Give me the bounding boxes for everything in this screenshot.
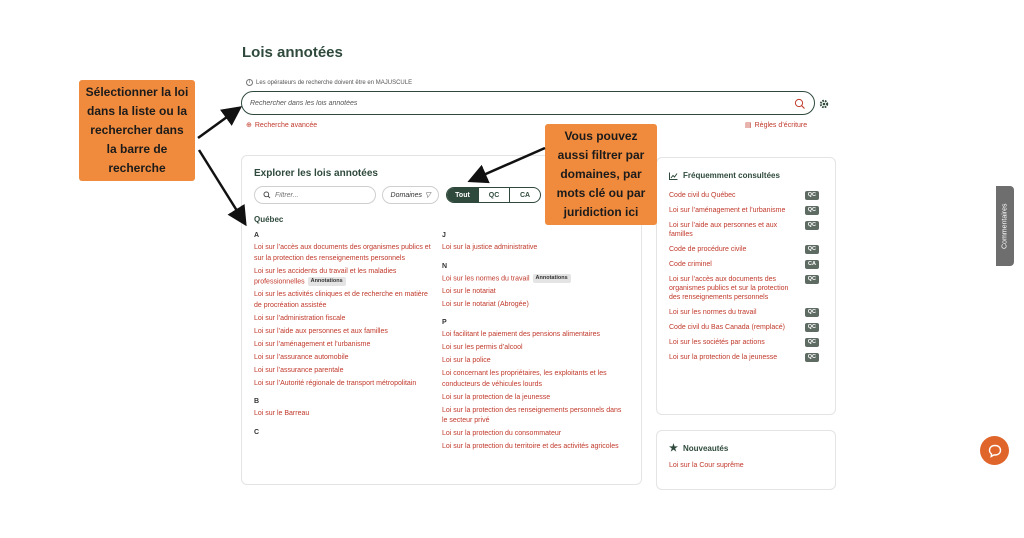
law-link[interactable] [442,243,622,254]
domains-label: Domaines [390,191,423,199]
law-link[interactable] [254,409,434,420]
letter-heading: P [442,319,447,327]
writing-rules-label: Règles d’écriture [754,121,808,129]
law-name: Loi sur la protection de la jeunesse [442,393,551,401]
search-icon [263,191,271,199]
new-item[interactable]: Loi sur la Cour suprême [669,462,744,469]
advanced-search-label: Recherche avancée [254,121,318,129]
new-card [656,430,836,490]
law-link[interactable] [254,379,434,390]
frequent-item-name: Loi sur les normes du travail [669,309,757,316]
frequent-item[interactable] [669,221,819,239]
letter-heading: B [254,398,260,406]
law-name: Loi sur l’aide aux personnes et aux familles [254,327,388,335]
jurisdiction-badge: QC [805,308,819,317]
frequent-item[interactable] [669,191,819,200]
frequent-item-name: Loi sur la protection de la jeunesse [669,354,778,361]
law-link[interactable] [442,343,622,354]
search-hint [246,79,412,86]
frequent-item[interactable] [669,275,819,302]
filter-input[interactable] [275,192,365,199]
laws-column-left [254,232,434,440]
filter-funnel-icon: ▽ [425,192,431,199]
law-name: Loi sur les accidents du travail et les maladies professionnelles [254,267,397,286]
frequent-item-name: Code de procédure civile [669,246,747,253]
law-name: Loi sur l’Autorité régionale de transport métropolitain [254,379,417,387]
arrow-to-search [198,109,238,138]
frequent-item[interactable] [669,260,819,269]
laws-column-right [442,232,622,455]
writing-rules-link[interactable] [745,121,807,129]
jurisdiction-badge: QC [805,206,819,215]
feedback-tab[interactable] [996,186,1014,266]
law-name: Loi sur les permis d’alcool [442,344,523,352]
law-name: Loi sur la police [442,357,491,365]
law-name: Loi sur l’assurance automobile [254,353,349,361]
frequent-title-text: Fréquemment consultées [683,171,780,180]
frequent-title [669,171,780,180]
search-icon[interactable] [794,97,806,109]
law-name: Loi sur les normes du travail [442,274,530,282]
law-name: Loi sur l’aménagement et l’urbanisme [254,340,371,348]
law-name: Loi concernant les propriétaires, les exploitants et les conducteurs de véhicules lourds [442,370,607,388]
law-link[interactable] [442,330,622,341]
law-link[interactable] [254,267,434,288]
law-link[interactable] [254,243,434,264]
search-bar[interactable] [241,91,815,115]
jurisdiction-badge: QC [805,323,819,332]
new-title-text: Nouveautés [682,444,729,453]
annotations-tag: Annotations [533,274,571,283]
advanced-search-link[interactable] [246,121,317,129]
frequent-item-name: Code civil du Bas Canada (remplacé) [669,324,785,331]
jurisdiction-qc[interactable]: QC [478,188,509,202]
jurisdiction-ca[interactable]: CA [509,188,540,202]
law-link[interactable] [254,314,434,325]
frequent-item[interactable] [669,245,819,254]
letter-heading: A [254,232,260,239]
gear-icon[interactable] [819,99,829,109]
frequent-item[interactable] [669,353,819,362]
frequent-item[interactable] [669,323,819,332]
jurisdiction-badge: QC [805,275,819,284]
law-name: Loi sur l’assurance parentale [254,366,344,374]
frequent-item-name: Code criminel [669,261,712,268]
frequent-item-name: Loi sur les sociétés par actions [669,339,765,346]
jurisdiction-toggle [446,187,541,203]
chat-bubble-icon [988,444,1002,458]
region-heading: Québec [254,215,284,224]
explore-title: Explorer les lois annotées [254,168,378,179]
law-name: Loi sur l’accès aux documents des organismes publics et sur la protection des renseignements personnels [254,244,431,262]
law-link[interactable] [254,366,434,377]
law-link[interactable] [442,300,622,311]
law-name: Loi facilitant le paiement des pensions alimentaires [442,331,600,339]
frequent-list [669,191,819,368]
frequent-item-name: Code civil du Québec [669,192,736,199]
law-name: Loi sur la protection du consommateur [442,430,562,438]
filter-field[interactable] [254,186,376,204]
law-link[interactable] [442,274,622,285]
search-hint-text: Les opérateurs de recherche doivent être en MAJUSCULE [256,79,413,86]
law-name: Loi sur le Barreau [254,410,310,418]
frequent-item-name: Loi sur l’aménagement et l’urbanisme [669,207,786,214]
law-name: Loi sur la protection des renseignements personnels dans le secteur privé [442,406,622,425]
law-link[interactable] [254,290,434,311]
domains-dropdown[interactable] [382,186,439,204]
jurisdiction-badge: QC [805,221,819,230]
law-name: Loi sur le notariat [442,287,496,295]
law-link[interactable] [254,340,434,351]
law-link[interactable] [442,369,622,390]
annotations-tag: Annotations [308,277,346,286]
advanced-search-icon: ⊕ [246,122,252,129]
document-icon: ▤ [745,122,752,129]
law-link[interactable] [442,429,622,440]
law-link[interactable] [254,327,434,338]
law-link[interactable] [254,353,434,364]
jurisdiction-badge: QC [805,191,819,200]
search-input[interactable] [250,100,794,107]
frequent-item-name: Loi sur l’aide aux personnes et aux familles [669,222,778,238]
arrow-to-list [199,150,244,222]
page-title: Lois annotées [242,44,343,61]
chat-button[interactable] [980,436,1009,465]
letter-heading: N [442,262,448,270]
law-link[interactable] [442,287,622,298]
chart-icon [669,172,678,180]
jurisdiction-all[interactable]: Tout [447,188,478,202]
letter-heading: C [254,428,260,436]
frequent-item-name: Loi sur l’accès aux documents des organismes publics et sur la protection des renseignements personnels [669,276,789,301]
law-link[interactable] [442,406,622,427]
callout-right: Vous pouvez aussi filtrer par domaines, par mots clé ou par juridiction ici [545,124,657,225]
star-icon: ★ [669,443,678,454]
law-name: Loi sur la justice administrative [442,244,538,251]
jurisdiction-badge: QC [805,353,819,362]
law-name: Loi sur les activités cliniques et de recherche en matière de procréation assistée [254,291,428,309]
new-title [669,443,728,454]
callout-left: Sélectionner la loi dans la liste ou la rechercher dans la barre de recherche [79,80,195,181]
law-name: Loi sur la protection du territoire et des activités agricoles [442,443,619,451]
letter-heading: J [442,232,446,239]
frequent-card [656,157,836,415]
law-name: Loi sur l’administration fiscale [254,314,346,322]
frequent-item[interactable] [669,308,819,317]
feedback-label: Commentaires [1001,203,1009,249]
law-link[interactable] [442,393,622,404]
frequent-item[interactable] [669,206,819,215]
law-name: Loi sur le notariat (Abrogée) [442,300,529,308]
info-icon: i [246,79,253,86]
jurisdiction-badge: QC [805,338,819,347]
jurisdiction-badge: QC [805,245,819,254]
frequent-item[interactable] [669,338,819,347]
law-link[interactable] [442,356,622,367]
jurisdiction-badge: CA [805,260,819,269]
law-link[interactable] [442,442,622,453]
